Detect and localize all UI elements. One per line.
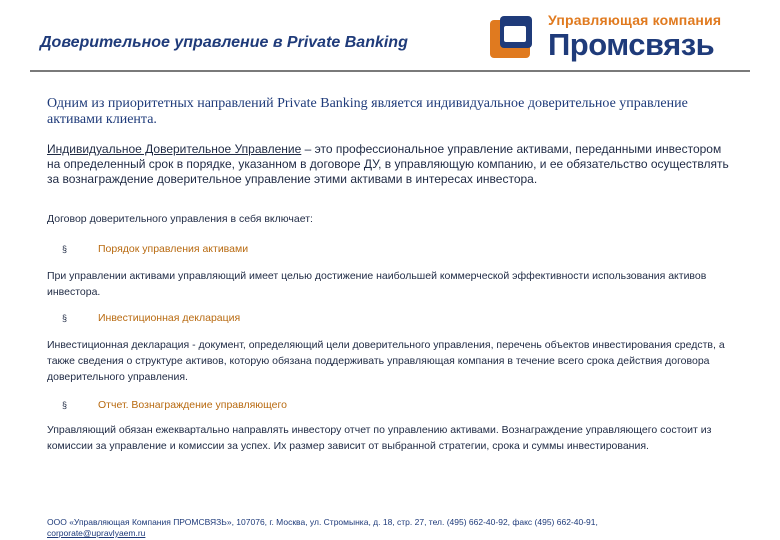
footer: [47, 517, 747, 539]
section-title: Порядок управления активами: [98, 243, 249, 255]
psb-logo-icon: [488, 14, 534, 60]
logo-subtitle: Управляющая компания: [548, 12, 722, 28]
bullet-icon: §: [62, 400, 68, 410]
bullet-icon: §: [62, 244, 68, 254]
definition-term: Индивидуальное Доверительное Управление: [47, 142, 302, 156]
intro-paragraph: Одним из приоритетных направлений Private Banking является индивидуальное доверительное управление активами клиента.: [47, 96, 688, 127]
header-divider: [30, 70, 750, 72]
section-text-report: Управляющий обязан ежеквартально направлять инвестору отчет по управлению активами. Вознаграждение управляющего состоит из комиссии за управление и комиссии за успех. Их размер зависит от выбранной стратегии, срока и суммы инвестирования.: [47, 424, 712, 452]
contract-intro: Договор доверительного управления в себя включает:: [47, 213, 313, 225]
bullet-icon: §: [62, 313, 68, 323]
section-heading-report: [62, 398, 287, 412]
section-text-management: При управлении активами управляющий имеет целью достижение наибольшей коммерческой эффективности использования активов инвестора.: [47, 270, 707, 298]
footer-email-link[interactable]: corporate@upravlyaem.ru: [47, 528, 146, 538]
section-title: Отчет. Вознаграждение управляющего: [98, 399, 287, 411]
logo-name: Промсвязь: [548, 27, 715, 62]
page-title: Доверительное управление в Private Banking: [40, 34, 408, 51]
section-heading-management: [62, 242, 248, 256]
footer-address: ООО «Управляющая Компания ПРОМСВЯЗЬ», 107076, г. Москва, ул. Стромынка, д. 18, стр. 27, тел. (495) 662-40-92, факс (495) 662-40-91,: [47, 517, 598, 527]
section-title: Инвестиционная декларация: [98, 312, 241, 324]
company-logo: [488, 12, 750, 64]
definition-text: – это профессиональное управление активами, переданными инвестором на определенный срок в порядке, указанном в договоре ДУ, в управляющую компанию, и ее обязательство осуществлять за вознаграждение доверительное управление этими активами в интересах инвестора.: [47, 142, 729, 186]
section-text-declaration: Инвестиционная декларация - документ, определяющий цели доверительного управления, перечень объектов инвестирования средств, а также сведения о структуре активов, которую обязана поддерживать управляющая компания в течение всего срока действия договора доверительного управления.: [47, 339, 725, 383]
definition-paragraph: [47, 142, 737, 187]
section-heading-declaration: [62, 311, 240, 325]
